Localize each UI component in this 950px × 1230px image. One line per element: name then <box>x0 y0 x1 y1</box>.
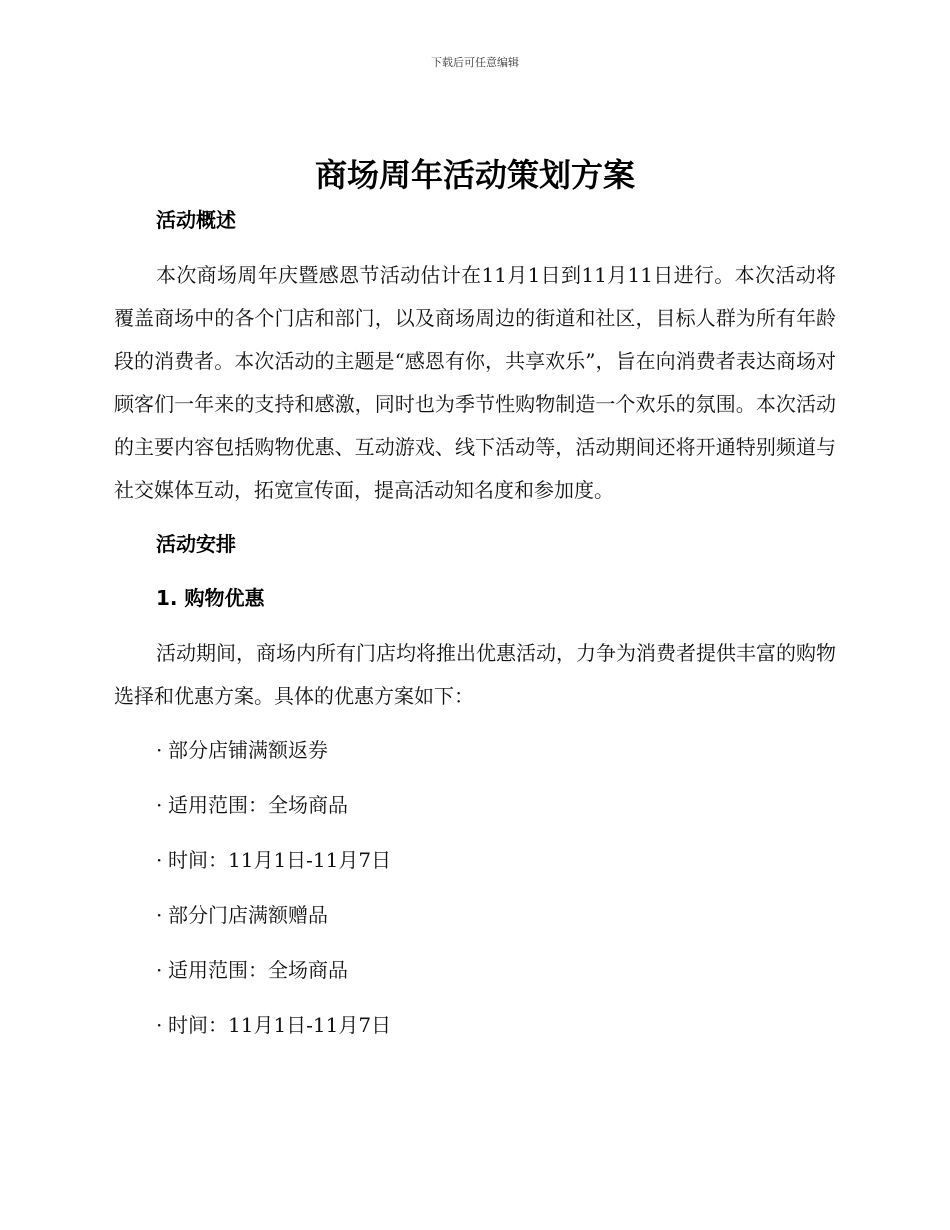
bullet-mark: · <box>156 738 163 762</box>
list-item <box>114 950 836 990</box>
bullet-mark: · <box>156 793 163 817</box>
list-item-text: 部分门店满额赠品 <box>168 903 328 927</box>
paragraph-overview: 本次商场周年庆暨感恩节活动估计在11月1日到11月11日进行。本次活动将覆盖商场中的各个门店和部门，以及商场周边的街道和社区，目标人群为所有年龄段的消费者。本次活动的主题是“感恩有你，共享欢乐”，旨在向消费者表达商场对顾客们一年来的支持和感激，同时也为季节性购物制造一个欢乐的氛围。本次活动的主要内容包括购物优惠、互动游戏、线下活动等，活动期间还将开通特别频道与社交媒体互动，拓宽宣传面，提高活动知名度和参加度。 <box>114 263 836 502</box>
header-note: 下载后可任意编辑 <box>431 56 519 69</box>
list-item-text: 适用范围：全场商品 <box>168 793 348 817</box>
list-item-text: 时间：11月1日-11月7日 <box>168 848 392 872</box>
list-item <box>114 1005 836 1045</box>
section-heading-arrangement: 活动安排 <box>156 532 236 556</box>
list-item <box>114 730 836 770</box>
bullet-mark: · <box>156 903 163 927</box>
list-item-text: 适用范围：全场商品 <box>168 958 348 982</box>
document-body <box>114 200 836 1060</box>
list-item-text: 时间：11月1日-11月7日 <box>168 1013 392 1037</box>
subsection-heading-shopping: 1. 购物优惠 <box>156 586 265 610</box>
list-item <box>114 785 836 825</box>
bullet-mark: · <box>156 848 163 872</box>
bullet-mark: · <box>156 1013 163 1037</box>
paragraph-shopping: 活动期间，商场内所有门店均将推出优惠活动，力争为消费者提供丰富的购物选择和优惠方案。具体的优惠方案如下： <box>114 641 836 708</box>
section-heading-overview: 活动概述 <box>156 208 236 232</box>
list-item <box>114 895 836 935</box>
bullet-mark: · <box>156 958 163 982</box>
list-item-text: 部分店铺满额返券 <box>168 738 328 762</box>
list-item <box>114 840 836 880</box>
document-title: 商场周年活动策划方案 <box>314 156 635 194</box>
